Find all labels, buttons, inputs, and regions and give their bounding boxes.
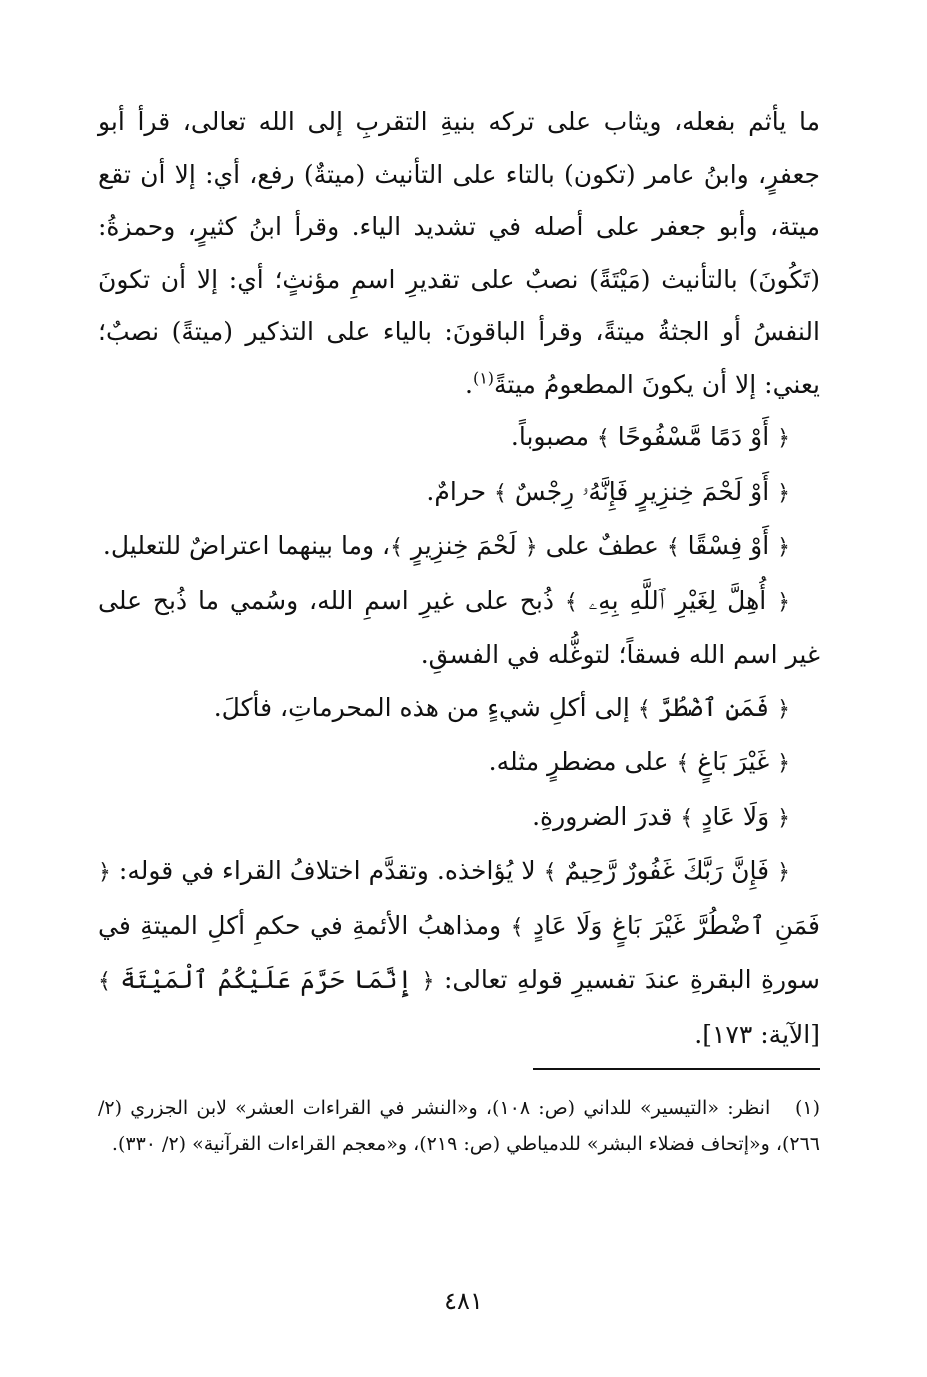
text-run: ذُبح على غيرِ اسمِ الله، وسُمي ما ذُبح على غير اسم الله فسقاً؛ لتوغُّله في الفسقِ.: [98, 585, 820, 669]
quran-bracket-open: ﴿: [421, 969, 435, 994]
paragraph: [98, 791, 820, 846]
text-run: لا يُؤاخذه. وتقدَّم اختلافُ القراء في قوله:: [118, 856, 536, 885]
quran-bracket-open: ﴿: [777, 860, 790, 885]
paragraph: [98, 520, 820, 575]
quran-bracket-close: ﴾: [564, 589, 578, 615]
quran-verse: لَحْمَ خِنزِيرٍ: [410, 531, 517, 560]
quran-bracket-close: ﴾: [98, 969, 111, 994]
quran-bracket-open: ﴿: [777, 589, 790, 615]
paragraph: [98, 411, 820, 466]
quran-bracket-close: ﴾: [666, 535, 680, 560]
paragraph: [98, 575, 820, 682]
paragraph: [98, 845, 820, 1061]
quran-verse: أَوْ دَمًا مَّسْفُوحًا: [617, 422, 770, 451]
paragraph: [98, 466, 820, 521]
text-run: على مضطرٍ مثله.: [488, 747, 669, 776]
text-run: قدرَ الضرورةِ.: [532, 801, 673, 831]
quran-verse: وَلَا عَادٍ: [701, 801, 770, 831]
text-run: .: [694, 1019, 703, 1049]
text-run: حرامٌ.: [426, 476, 487, 506]
quran-bracket-open: ﴿: [777, 805, 790, 831]
quran-bracket-open: ﴿: [524, 535, 538, 560]
quran-bracket-close: ﴾: [493, 480, 507, 506]
text-run: ، وما بينهما اعتراضٌ للتعليل.: [102, 531, 391, 560]
quran-bracket-close: ﴾: [390, 535, 403, 560]
quran-verse: أَوْ لَحْمَ خِنزِيرٍ فَإِنَّهُۥ رِجْسٌ: [514, 476, 770, 506]
quran-bracket-open: ﴿: [98, 860, 111, 885]
quran-bracket-close: ﴾: [676, 751, 690, 776]
text-run: مصبوباً.: [510, 422, 589, 451]
text-run: .: [464, 369, 473, 399]
paragraph: [98, 682, 820, 737]
quran-verse: فَمَنِ ٱضْطُرَّ غَيْرَ بَاغٍ وَلَا عَادٍ: [532, 910, 821, 940]
quran-bracket-close: ﴾: [543, 860, 557, 885]
main-text: [98, 96, 820, 1061]
quran-verse: فَإِنَّ رَبَّكَ غَفُورٌ رَّحِيمٌ: [564, 856, 770, 885]
quran-bracket-close: ﴾: [637, 696, 651, 722]
footnotes: [98, 1091, 820, 1162]
paragraph: [98, 736, 820, 791]
quran-verse: إِنَّمَا حَرَّمَ عَلَيْكُمُ ٱلْمَيْتَةَ: [120, 965, 413, 994]
paragraph: [98, 96, 820, 411]
footnote: [98, 1091, 820, 1162]
page-number: ٤٨١: [444, 1287, 483, 1315]
quran-verse: أَوْ فِسْقًا: [687, 531, 770, 560]
quran-bracket-close: ﴾: [510, 914, 524, 940]
quran-bracket-open: ﴿: [777, 426, 790, 451]
quran-bracket-open: ﴿: [777, 696, 790, 722]
quran-bracket-open: ﴿: [777, 535, 790, 560]
footnote-separator: [533, 1068, 820, 1070]
text-run: ما يأثم بفعله، ويثاب على تركه بنيةِ التقربِ إلى الله تعالى، قرأ أبو جعفرٍ، وابنُ عامر (تكون) بالتاء على التأنيث (ميتةٌ) رفع، أي: إلا أن تقع ميتة، وأبو جعفر على أصله في تشديد الياء. وقرأ ابنُ كثيرٍ، وحمزةُ: (تَكُونَ) بالتأنيث (مَيْتَةً) نصبٌ على تقديرِ اسمِ مؤنثٍ؛ أي: إلا أن تكونَ النفسُ أو الجثةُ ميتةً، وقرأ الباقونَ: بالياء على التذكير (ميتةً) نصبٌ؛ يعني: إلا أن يكونَ المطعومُ ميتةً: [98, 107, 820, 399]
quran-bracket-close: ﴾: [680, 805, 694, 831]
text-run: عطفٌ على: [545, 531, 659, 560]
quran-bracket-open: ﴿: [777, 751, 790, 776]
quran-verse: فَمَنِ ٱضْطُرَّ: [658, 692, 770, 722]
verse-reference: [الآية: ١٧٣]: [702, 1019, 820, 1049]
quran-bracket-open: ﴿: [777, 480, 790, 506]
quran-verse: أُهِلَّ لِغَيْرِ ٱللَّهِ بِهِۦ: [588, 585, 767, 615]
footnote-reference: (١): [472, 368, 495, 388]
text-run: ومذاهبُ الأئمةِ في حكمِ أكلِ الميتةِ في سورةِ البقرةِ عندَ تفسيرِ قولهِ تعالى:: [98, 910, 820, 994]
quran-bracket-close: ﴾: [596, 426, 610, 451]
text-run: إلى أكلِ شيءٍ من هذه المحرماتِ، فأكلَ.: [213, 692, 630, 722]
footnote-number: (١): [794, 1097, 820, 1119]
quran-verse: غَيْرَ بَاغٍ: [697, 747, 770, 776]
footnote-text: انظر: «التيسير» للداني (ص: ١٠٨)، و«النشر في القراءات العشر» لابن الجزري (٢/ ٢٦٦)، و«إتحاف فضلاء البشر» للدمياطي (ص: ٢١٩)، و«معجم القراءات القرآنية» (٢/ ٣٣٠).: [98, 1097, 820, 1155]
